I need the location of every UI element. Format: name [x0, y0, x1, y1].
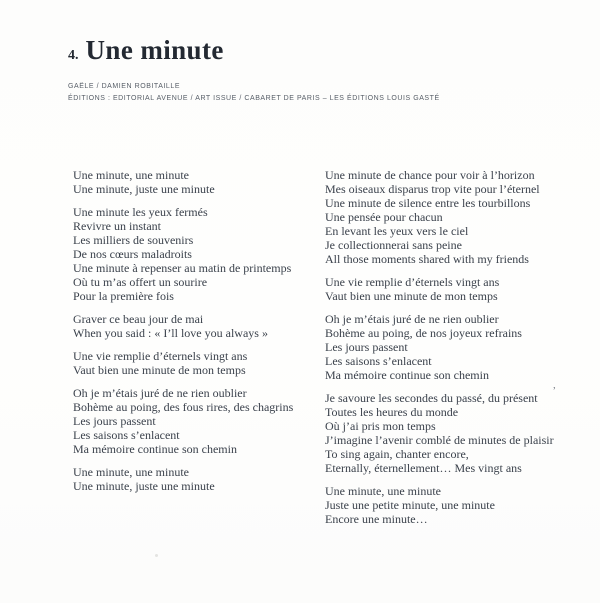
- stanza: [325, 168, 554, 266]
- lyric-line: Une pensée pour chacun: [325, 210, 443, 224]
- lyric-line: De nos cœurs maladroits: [73, 247, 192, 261]
- lyric-line: En levant les yeux vers le ciel: [325, 224, 469, 238]
- song-header: [68, 36, 440, 104]
- lyric-line: Vaut bien une minute de mon temps: [73, 363, 246, 377]
- stanza: [73, 205, 293, 303]
- scan-artifact-dot: [155, 554, 158, 557]
- stanza: [325, 391, 554, 475]
- stanza: [325, 484, 554, 526]
- stanza: [73, 349, 293, 377]
- lyric-line: Les saisons s’enlacent: [325, 354, 432, 368]
- lyric-line: Où tu m’as offert un sourire: [73, 275, 208, 289]
- lyric-line: Juste une petite minute, une minute: [325, 498, 495, 512]
- lyric-line: Une minute, une minute: [73, 168, 189, 182]
- lyric-line: Ma mémoire continue son chemin: [325, 368, 489, 382]
- lyric-line: When you said : « I’ll love you always »: [73, 326, 268, 340]
- lyric-line: Une minute de silence entre les tourbillons: [325, 196, 531, 210]
- lyric-line: Eternally, éternellement… Mes vingt ans: [325, 461, 522, 475]
- lyric-line: Ma mémoire continue son chemin: [73, 442, 237, 456]
- lyric-line: All those moments shared with my friends: [325, 252, 529, 266]
- scan-artifact-comma: ,: [553, 379, 556, 391]
- lyric-line: Une minute, juste une minute: [73, 182, 215, 196]
- lyric-line: Les saisons s’enlacent: [73, 428, 180, 442]
- stanza: [73, 168, 293, 196]
- lyric-line: Oh je m’étais juré de ne rien oublier: [325, 312, 499, 326]
- lyrics-column-left: [73, 168, 293, 502]
- lyric-line: Toutes les heures du monde: [325, 405, 459, 419]
- lyric-line: Encore une minute…: [325, 512, 428, 526]
- song-title: [68, 36, 440, 70]
- lyric-line: Graver ce beau jour de mai: [73, 312, 204, 326]
- lyric-line: Mes oiseaux disparus trop vite pour l’éternel: [325, 182, 540, 196]
- stanza: [325, 275, 554, 303]
- stanza: [73, 465, 293, 493]
- stanza: [325, 312, 554, 382]
- credit-authors: GAËLE / DAMIEN ROBITAILLE: [68, 83, 181, 90]
- lyric-line: Bohème au poing, des fous rires, des chagrins: [73, 400, 294, 414]
- lyric-line: Une minute, une minute: [73, 465, 189, 479]
- lyric-line: Revivre un instant: [73, 219, 161, 233]
- lyric-line: Une vie remplie d’éternels vingt ans: [325, 275, 500, 289]
- lyric-line: J’imagine l’avenir comblé de minutes de plaisir: [325, 433, 554, 447]
- stanza: [73, 312, 293, 340]
- stanza: [73, 386, 293, 456]
- lyric-line: Une minute, une minute: [325, 484, 441, 498]
- lyric-line: To sing again, chanter encore,: [325, 447, 469, 461]
- track-number: 4.: [68, 48, 79, 63]
- lyric-line: Je collectionnerai sans peine: [325, 238, 462, 252]
- credits-block: [68, 81, 440, 104]
- lyric-line: Vaut bien une minute de mon temps: [325, 289, 498, 303]
- lyric-line: Je savoure les secondes du passé, du présent: [325, 391, 538, 405]
- lyric-line: Les milliers de souvenirs: [73, 233, 194, 247]
- lyric-line: Où j’ai pris mon temps: [325, 419, 436, 433]
- lyric-line: Une minute à repenser au matin de printemps: [73, 261, 292, 275]
- lyric-line: Une vie remplie d’éternels vingt ans: [73, 349, 248, 363]
- lyric-line: Une minute, juste une minute: [73, 479, 215, 493]
- lyric-line: Les jours passent: [325, 340, 408, 354]
- lyric-line: Oh je m’étais juré de ne rien oublier: [73, 386, 247, 400]
- lyrics-column-right: [325, 168, 554, 535]
- lyric-line: Une minute de chance pour voir à l’horizon: [325, 168, 535, 182]
- lyric-line: Pour la première fois: [73, 289, 174, 303]
- credit-editions: ÉDITIONS : EDITORIAL AVENUE / ART ISSUE / CABARET DE PARIS – LES ÉDITIONS LOUIS GASTÉ: [68, 94, 440, 102]
- song-title-text: Une minute: [85, 35, 224, 65]
- lyric-line: Bohème au poing, de nos joyeux refrains: [325, 326, 522, 340]
- lyric-line: Les jours passent: [73, 414, 156, 428]
- lyric-line: Une minute les yeux fermés: [73, 205, 208, 219]
